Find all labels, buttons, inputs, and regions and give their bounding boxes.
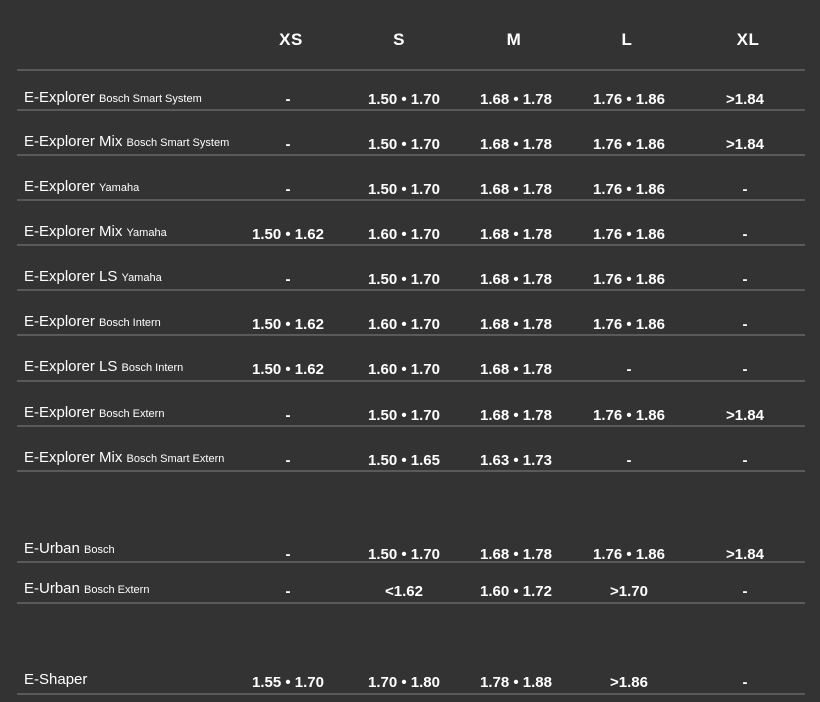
height-range-xl: - xyxy=(742,452,748,469)
size-row xyxy=(17,604,805,693)
height-range-l: 1.76 • 1.86 xyxy=(593,91,665,108)
height-range-xs: - xyxy=(285,271,291,288)
size-row xyxy=(17,201,805,244)
height-range-s: 1.50 • 1.70 xyxy=(368,407,440,424)
height-range-xl: >1.84 xyxy=(726,136,764,153)
height-range-xs: - xyxy=(285,91,291,108)
height-range-xl: - xyxy=(742,226,748,243)
bike-model-name: E-Explorer xyxy=(24,404,95,421)
height-range-xl: >1.84 xyxy=(726,407,764,424)
height-range-xl: - xyxy=(742,271,748,288)
height-range-s: 1.50 • 1.70 xyxy=(368,181,440,198)
height-range-xs: 1.55 • 1.70 xyxy=(252,674,324,691)
bike-model-label xyxy=(24,671,87,688)
motor-variant-label: Bosch Extern xyxy=(99,408,165,420)
motor-variant-label: Bosch xyxy=(84,544,115,556)
column-header-m: M xyxy=(506,30,522,49)
bike-model-label xyxy=(24,133,229,150)
height-range-xs: - xyxy=(285,136,291,153)
size-header-row xyxy=(17,0,805,69)
size-row xyxy=(17,71,805,109)
height-range-m: 1.68 • 1.78 xyxy=(480,91,552,108)
height-range-m: 1.68 • 1.78 xyxy=(480,181,552,198)
height-range-s: 1.70 • 1.80 xyxy=(368,674,440,691)
bike-model-name: E-Explorer xyxy=(24,89,95,106)
height-range-m: 1.68 • 1.78 xyxy=(480,271,552,288)
height-range-l: 1.76 • 1.86 xyxy=(593,226,665,243)
height-range-m: 1.68 • 1.78 xyxy=(480,136,552,153)
height-range-l: 1.76 • 1.86 xyxy=(593,407,665,424)
height-range-m: 1.68 • 1.78 xyxy=(480,546,552,563)
height-range-xs: - xyxy=(285,546,291,563)
column-header-l: L xyxy=(621,30,633,49)
height-range-xl: - xyxy=(742,361,748,378)
height-range-m: 1.68 • 1.78 xyxy=(480,316,552,333)
height-range-l: 1.76 • 1.86 xyxy=(593,181,665,198)
size-row xyxy=(17,382,805,425)
bike-model-label xyxy=(24,404,164,421)
motor-variant-label: Bosch Intern xyxy=(99,317,161,329)
size-row xyxy=(17,111,805,154)
height-range-xl: - xyxy=(742,583,748,600)
bike-model-name: E-Explorer LS xyxy=(24,358,118,375)
height-range-s: 1.50 • 1.70 xyxy=(368,136,440,153)
bike-model-label xyxy=(24,89,202,106)
size-row xyxy=(17,472,805,561)
height-range-xl: - xyxy=(742,316,748,333)
height-range-l: >1.86 xyxy=(610,674,648,691)
height-range-s: 1.60 • 1.70 xyxy=(368,226,440,243)
height-range-l: - xyxy=(626,361,632,378)
size-row xyxy=(17,336,805,380)
bike-model-label xyxy=(24,449,224,466)
bike-model-label xyxy=(24,540,115,557)
height-range-m: 1.63 • 1.73 xyxy=(480,452,552,469)
height-range-xs: 1.50 • 1.62 xyxy=(252,316,324,333)
motor-variant-label: Bosch Extern xyxy=(84,584,150,596)
bike-model-label xyxy=(24,223,167,240)
height-range-s: 1.50 • 1.70 xyxy=(368,546,440,563)
height-range-l: >1.70 xyxy=(610,583,648,600)
motor-variant-label: Yamaha xyxy=(121,272,162,284)
bike-model-name: E-Shaper xyxy=(24,671,88,688)
column-header-xs: XS xyxy=(279,30,303,49)
height-range-xl: - xyxy=(742,674,748,691)
bike-model-name: E-Explorer xyxy=(24,313,95,330)
bike-model-name: E-Urban xyxy=(24,580,80,597)
bike-model-label xyxy=(24,178,139,195)
height-range-s: 1.60 • 1.70 xyxy=(368,361,440,378)
height-range-m: 1.68 • 1.78 xyxy=(480,407,552,424)
row-divider xyxy=(17,693,805,695)
height-range-s: 1.60 • 1.70 xyxy=(368,316,440,333)
motor-variant-label: Bosch Smart System xyxy=(99,93,202,105)
motor-variant-label: Bosch Intern xyxy=(121,362,184,374)
bike-model-name: E-Explorer Mix xyxy=(24,133,123,150)
height-range-xs: - xyxy=(285,407,291,424)
height-range-xl: >1.84 xyxy=(726,546,764,563)
size-row xyxy=(17,156,805,199)
height-range-s: 1.50 • 1.70 xyxy=(368,271,440,288)
column-header-s: S xyxy=(393,30,405,49)
height-range-m: 1.78 • 1.88 xyxy=(480,674,552,691)
bike-model-label xyxy=(24,268,162,285)
size-row xyxy=(17,291,805,334)
bike-model-label xyxy=(24,580,149,597)
bike-model-label xyxy=(24,358,183,375)
height-range-m: 1.68 • 1.78 xyxy=(480,226,552,243)
bike-model-name: E-Explorer LS xyxy=(24,268,118,285)
bike-model-name: E-Explorer Mix xyxy=(24,449,123,466)
height-range-l: 1.76 • 1.86 xyxy=(593,271,665,288)
size-row xyxy=(17,427,805,470)
column-header-xl: XL xyxy=(736,30,760,49)
motor-variant-label: Bosch Smart System xyxy=(126,137,230,149)
height-range-xl: >1.84 xyxy=(726,91,764,108)
height-range-xs: - xyxy=(285,181,291,198)
height-range-s: 1.50 • 1.70 xyxy=(368,91,440,108)
height-range-m: 1.68 • 1.78 xyxy=(480,361,552,378)
table-body xyxy=(17,71,805,695)
motor-variant-label: Yamaha xyxy=(99,182,140,194)
motor-variant-label: Yamaha xyxy=(126,227,167,239)
bike-model-name: E-Explorer Mix xyxy=(24,223,123,240)
height-range-l: 1.76 • 1.86 xyxy=(593,136,665,153)
bike-model-name: E-Urban xyxy=(24,540,80,557)
height-range-xs: 1.50 • 1.62 xyxy=(252,226,324,243)
height-range-xs: 1.50 • 1.62 xyxy=(252,361,324,378)
size-table xyxy=(17,0,805,695)
height-range-xs: - xyxy=(285,452,291,469)
height-range-s: <1.62 xyxy=(385,583,423,600)
height-range-xl: - xyxy=(742,181,748,198)
height-range-m: 1.60 • 1.72 xyxy=(480,583,552,600)
height-range-l: 1.76 • 1.86 xyxy=(593,546,665,563)
height-range-l: - xyxy=(626,452,632,469)
bike-model-name: E-Explorer xyxy=(24,178,95,195)
size-row xyxy=(17,563,805,602)
motor-variant-label: Bosch Smart Extern xyxy=(126,453,225,465)
bike-model-label xyxy=(24,313,161,330)
height-range-xs: - xyxy=(285,583,291,600)
height-range-l: 1.76 • 1.86 xyxy=(593,316,665,333)
size-row xyxy=(17,246,805,289)
height-range-s: 1.50 • 1.65 xyxy=(368,452,440,469)
